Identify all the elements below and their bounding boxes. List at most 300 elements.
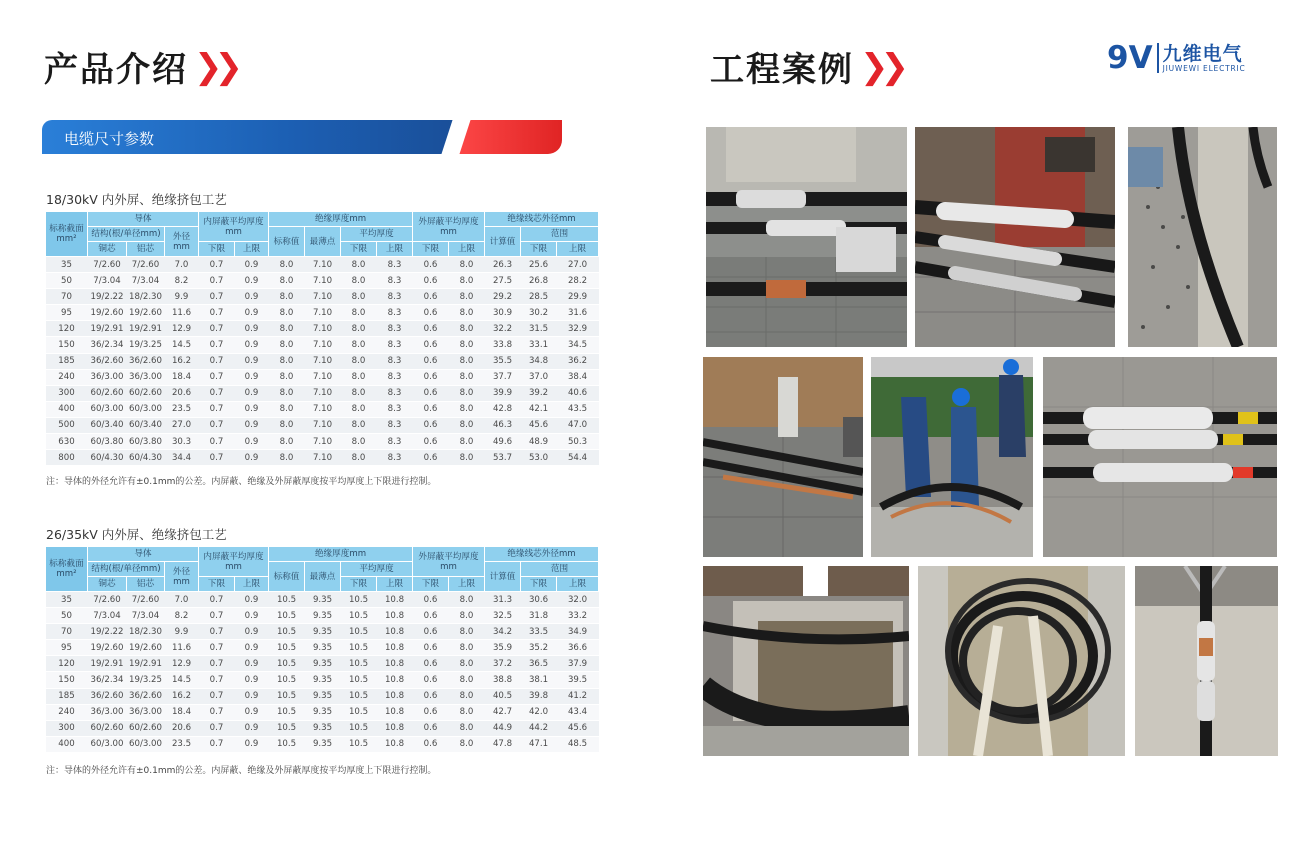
table-cell: 8.0 — [269, 289, 305, 305]
table-row — [46, 688, 599, 704]
table-cell: 0.7 — [199, 736, 235, 752]
table-cell: 8.3 — [377, 385, 413, 401]
table-cell: 8.0 — [341, 353, 377, 369]
logo-mark: 9V — [1107, 40, 1153, 76]
header-subcol: 下限 — [521, 577, 557, 592]
project-photo-1 — [706, 127, 907, 347]
table-cell: 12.9 — [165, 321, 199, 337]
table-cell: 185 — [46, 688, 88, 704]
table-cell: 8.0 — [449, 434, 485, 450]
table-cell: 37.7 — [485, 369, 521, 385]
table-cell: 37.2 — [485, 656, 521, 672]
table-cell: 0.6 — [413, 656, 449, 672]
table-cell: 7.10 — [305, 385, 341, 401]
table-cell: 25.6 — [521, 257, 557, 273]
table-row — [46, 273, 599, 289]
table-cell: 300 — [46, 385, 88, 401]
table-cell: 8.0 — [341, 305, 377, 321]
table-cell: 0.6 — [413, 353, 449, 369]
table-cell: 0.7 — [199, 401, 235, 417]
table-cell: 0.7 — [199, 273, 235, 289]
table-cell: 8.0 — [449, 624, 485, 640]
table-cell: 0.9 — [235, 450, 269, 466]
header-subcol: 上限 — [557, 242, 599, 257]
table-cell: 45.6 — [521, 417, 557, 433]
table-cell: 35.9 — [485, 640, 521, 656]
table-cell: 7/3.04 — [88, 273, 127, 289]
table-cell: 7.10 — [305, 369, 341, 385]
header-core-range: 范围 — [521, 562, 599, 577]
table-cell: 30.3 — [165, 434, 199, 450]
header-subcol: 铜芯 — [88, 577, 127, 592]
table-cell: 35 — [46, 257, 88, 273]
table-row — [46, 289, 599, 305]
table-cell: 800 — [46, 450, 88, 466]
header-outer-shield: 外屏蔽平均厚度mm — [413, 547, 485, 577]
table-cell: 10.8 — [377, 736, 413, 752]
table-row — [46, 337, 599, 353]
table-cell: 10.5 — [341, 624, 377, 640]
table-cell: 7/2.60 — [127, 592, 165, 608]
page-title-product-intro — [44, 42, 235, 91]
table-cell: 39.9 — [485, 385, 521, 401]
table-cell: 42.8 — [485, 401, 521, 417]
logo-text — [1163, 44, 1246, 73]
table-cell: 0.9 — [235, 353, 269, 369]
table-cell: 9.35 — [305, 624, 341, 640]
table-cell: 36/3.00 — [127, 704, 165, 720]
header-subcol: 下限 — [413, 577, 449, 592]
table-cell: 8.0 — [449, 353, 485, 369]
header-outer-shield: 外屏蔽平均厚度mm — [413, 212, 485, 242]
table-cell: 20.6 — [165, 720, 199, 736]
table-cell: 0.7 — [199, 385, 235, 401]
table-cell: 23.5 — [165, 401, 199, 417]
table-row — [46, 450, 599, 466]
table-cell: 8.3 — [377, 257, 413, 273]
table-row — [46, 704, 599, 720]
table-cell: 38.1 — [521, 672, 557, 688]
table-cell: 0.6 — [413, 704, 449, 720]
table-cell: 0.6 — [413, 720, 449, 736]
table-cell: 10.5 — [269, 640, 305, 656]
table-cell: 31.8 — [521, 608, 557, 624]
table-cell: 50 — [46, 273, 88, 289]
table-cell: 31.6 — [557, 305, 599, 321]
header-core-calculated: 计算值 — [485, 562, 521, 592]
table-cell: 0.6 — [413, 688, 449, 704]
table-cell: 18.4 — [165, 369, 199, 385]
header-subcol: 铝芯 — [127, 242, 165, 257]
table-cell: 0.6 — [413, 401, 449, 417]
table-cell: 36.5 — [521, 656, 557, 672]
table-cell: 150 — [46, 672, 88, 688]
header-subcol: 上限 — [557, 577, 599, 592]
table-cell: 0.9 — [235, 273, 269, 289]
table-cell: 10.8 — [377, 688, 413, 704]
spec-table-26-35kv — [45, 546, 599, 753]
table-row — [46, 720, 599, 736]
table-cell: 9.35 — [305, 704, 341, 720]
header-subcol: 上限 — [449, 577, 485, 592]
table-cell: 43.4 — [557, 704, 599, 720]
table-row — [46, 257, 599, 273]
table-cell: 10.5 — [341, 736, 377, 752]
table-cell: 19/2.91 — [88, 656, 127, 672]
table-cell: 8.3 — [377, 321, 413, 337]
table-cell: 0.7 — [199, 337, 235, 353]
table-cell: 8.3 — [377, 369, 413, 385]
table-cell: 8.0 — [341, 321, 377, 337]
table-row — [46, 369, 599, 385]
table-cell: 0.9 — [235, 624, 269, 640]
table-cell: 60/3.40 — [127, 417, 165, 433]
logo-separator — [1157, 43, 1159, 73]
table-cell: 32.0 — [557, 592, 599, 608]
header-subcol: 下限 — [199, 577, 235, 592]
table-cell: 7/2.60 — [88, 257, 127, 273]
table-cell: 8.0 — [269, 337, 305, 353]
table-cell: 48.9 — [521, 434, 557, 450]
table-cell: 18.4 — [165, 704, 199, 720]
table-cell: 0.7 — [199, 417, 235, 433]
table-cell: 10.5 — [341, 688, 377, 704]
table-cell: 0.9 — [235, 369, 269, 385]
table-cell: 0.7 — [199, 257, 235, 273]
table-cell: 32.2 — [485, 321, 521, 337]
table-cell: 36/3.00 — [88, 704, 127, 720]
table-cell: 9.9 — [165, 289, 199, 305]
table-cell: 0.6 — [413, 273, 449, 289]
table-cell: 300 — [46, 720, 88, 736]
table-cell: 10.8 — [377, 624, 413, 640]
table-cell: 7/3.04 — [127, 608, 165, 624]
table-cell: 8.0 — [341, 450, 377, 466]
table-cell: 0.9 — [235, 640, 269, 656]
table-cell: 31.3 — [485, 592, 521, 608]
table-cell: 48.5 — [557, 736, 599, 752]
table-cell: 19/2.91 — [127, 321, 165, 337]
banner-label: 电缆尺寸参数 — [64, 130, 155, 148]
table-cell: 54.4 — [557, 450, 599, 466]
table-cell: 28.2 — [557, 273, 599, 289]
table-cell: 150 — [46, 337, 88, 353]
table-cell: 9.35 — [305, 688, 341, 704]
header-insulation-thinnest: 最薄点 — [305, 227, 341, 257]
table-cell: 9.35 — [305, 608, 341, 624]
table-cell: 36/2.60 — [88, 688, 127, 704]
table-cell: 8.0 — [449, 672, 485, 688]
table-cell: 7.10 — [305, 321, 341, 337]
table-cell: 10.5 — [269, 592, 305, 608]
table-cell: 0.9 — [235, 321, 269, 337]
table-cell: 60/2.60 — [88, 720, 127, 736]
table-cell: 8.0 — [449, 289, 485, 305]
table-cell: 7/2.60 — [88, 592, 127, 608]
logo-english-name: JIUWEWI ELECTRIC — [1162, 63, 1246, 73]
header-inner-shield: 内屏蔽平均厚度mm — [199, 212, 269, 242]
table-cell: 8.0 — [341, 417, 377, 433]
header-insulation-thinnest: 最薄点 — [305, 562, 341, 592]
table-cell: 46.3 — [485, 417, 521, 433]
table-cell: 9.35 — [305, 592, 341, 608]
table-cell: 40.6 — [557, 385, 599, 401]
table-cell: 10.5 — [269, 624, 305, 640]
table-cell: 10.8 — [377, 672, 413, 688]
table-cell: 10.5 — [341, 672, 377, 688]
header-core-od: 绝缘线芯外径mm — [485, 212, 599, 227]
table-cell: 95 — [46, 305, 88, 321]
logo-chinese-name: 九维电气 — [1162, 42, 1243, 65]
table-cell: 8.0 — [341, 401, 377, 417]
table-cell: 41.2 — [557, 688, 599, 704]
table-cell: 8.0 — [449, 592, 485, 608]
table-cell: 8.0 — [341, 385, 377, 401]
table-cell: 7.10 — [305, 353, 341, 369]
table-cell: 7.10 — [305, 273, 341, 289]
table-cell: 10.5 — [269, 688, 305, 704]
table-cell: 60/2.60 — [127, 385, 165, 401]
table-cell: 0.7 — [199, 656, 235, 672]
table-cell: 0.6 — [413, 672, 449, 688]
table-cell: 8.0 — [449, 321, 485, 337]
table-cell: 8.0 — [341, 369, 377, 385]
header-subcol: 下限 — [413, 242, 449, 257]
table-cell: 0.6 — [413, 608, 449, 624]
table-cell: 9.9 — [165, 624, 199, 640]
table-cell: 42.0 — [521, 704, 557, 720]
header-subcol: 铜芯 — [88, 242, 127, 257]
table-cell: 26.3 — [485, 257, 521, 273]
table-cell: 8.0 — [269, 385, 305, 401]
table-cell: 8.0 — [449, 640, 485, 656]
table-cell: 60/3.80 — [127, 434, 165, 450]
header-inner-shield: 内屏蔽平均厚度mm — [199, 547, 269, 577]
table-cell: 8.2 — [165, 608, 199, 624]
table-cell: 8.2 — [165, 273, 199, 289]
table-cell: 8.0 — [269, 273, 305, 289]
table-cell: 18/2.30 — [127, 624, 165, 640]
table-cell: 8.3 — [377, 305, 413, 321]
table-cell: 32.5 — [485, 608, 521, 624]
table-cell: 44.2 — [521, 720, 557, 736]
table-cell: 11.6 — [165, 640, 199, 656]
table-cell: 8.0 — [449, 273, 485, 289]
table-cell: 0.7 — [199, 608, 235, 624]
table-cell: 42.7 — [485, 704, 521, 720]
table-cell: 10.5 — [269, 720, 305, 736]
table-cell: 34.8 — [521, 353, 557, 369]
project-photo-6 — [1043, 357, 1277, 557]
table-cell: 8.0 — [341, 434, 377, 450]
table-cell: 40.5 — [485, 688, 521, 704]
table-row — [46, 353, 599, 369]
table-cell: 7.0 — [165, 257, 199, 273]
header-nominal-section: 标称截面mm² — [46, 212, 88, 257]
table-cell: 14.5 — [165, 337, 199, 353]
table-cell: 10.8 — [377, 592, 413, 608]
project-photo-2 — [915, 127, 1115, 347]
table-cell: 10.8 — [377, 608, 413, 624]
table-row — [46, 305, 599, 321]
header-subcol: 上限 — [377, 577, 413, 592]
table-cell: 0.7 — [199, 369, 235, 385]
header-insulation-avg: 平均厚度 — [341, 562, 413, 577]
table-cell: 53.7 — [485, 450, 521, 466]
table-cell: 47.1 — [521, 736, 557, 752]
section1-note: 注：导体的外径允许有±0.1mm的公差。内屏蔽、绝缘及外屏蔽厚度按平均厚度上下限进行控制。 — [46, 477, 437, 487]
table-cell: 8.0 — [449, 337, 485, 353]
table-row — [46, 592, 599, 608]
project-photo-5 — [871, 357, 1033, 557]
table-cell: 7.10 — [305, 450, 341, 466]
table-cell: 47.8 — [485, 736, 521, 752]
header-subcol: 上限 — [449, 242, 485, 257]
table-cell: 42.1 — [521, 401, 557, 417]
table-cell: 0.9 — [235, 417, 269, 433]
header-subcol: 上限 — [377, 242, 413, 257]
table-cell: 0.7 — [199, 592, 235, 608]
table-cell: 0.7 — [199, 450, 235, 466]
table-row — [46, 385, 599, 401]
table-cell: 36/2.60 — [88, 353, 127, 369]
header-subcol: 下限 — [199, 242, 235, 257]
table-cell: 95 — [46, 640, 88, 656]
table-cell: 50.3 — [557, 434, 599, 450]
table-cell: 53.0 — [521, 450, 557, 466]
table-cell: 60/3.40 — [88, 417, 127, 433]
table-cell: 0.7 — [199, 321, 235, 337]
table-cell: 7.10 — [305, 305, 341, 321]
table-cell: 0.6 — [413, 736, 449, 752]
table-cell: 39.8 — [521, 688, 557, 704]
table-cell: 9.35 — [305, 720, 341, 736]
table-cell: 0.9 — [235, 720, 269, 736]
table-cell: 8.0 — [341, 273, 377, 289]
table-cell: 19/2.60 — [127, 305, 165, 321]
table-cell: 0.6 — [413, 337, 449, 353]
table-cell: 8.0 — [449, 385, 485, 401]
project-photo-3 — [1128, 127, 1277, 347]
table-cell: 7.10 — [305, 289, 341, 305]
table-cell: 8.0 — [449, 450, 485, 466]
table-cell: 32.9 — [557, 321, 599, 337]
table-cell: 0.9 — [235, 434, 269, 450]
table-cell: 0.7 — [199, 688, 235, 704]
table-cell: 630 — [46, 434, 88, 450]
table-cell: 8.3 — [377, 434, 413, 450]
table-cell: 0.9 — [235, 305, 269, 321]
page-title-engineering-cases — [710, 42, 901, 91]
table-cell: 10.8 — [377, 720, 413, 736]
table-cell: 10.5 — [341, 592, 377, 608]
table-cell: 240 — [46, 704, 88, 720]
table-cell: 0.7 — [199, 305, 235, 321]
table-cell: 9.35 — [305, 672, 341, 688]
table-cell: 8.0 — [449, 369, 485, 385]
header-insulation-nominal: 标称值 — [269, 227, 305, 257]
table-cell: 10.5 — [269, 736, 305, 752]
header-subcol: 上限 — [235, 577, 269, 592]
table-cell: 39.2 — [521, 385, 557, 401]
table-cell: 14.5 — [165, 672, 199, 688]
table-cell: 39.5 — [557, 672, 599, 688]
table-cell: 60/3.00 — [127, 736, 165, 752]
table-cell: 8.0 — [269, 305, 305, 321]
table-cell: 29.2 — [485, 289, 521, 305]
header-conductor-structure: 结构(根/单径mm) — [88, 227, 165, 242]
table-cell: 33.5 — [521, 624, 557, 640]
table-cell: 10.5 — [341, 608, 377, 624]
table-cell: 8.0 — [449, 704, 485, 720]
table-cell: 0.6 — [413, 450, 449, 466]
table-cell: 37.0 — [521, 369, 557, 385]
table-cell: 8.0 — [449, 720, 485, 736]
table-cell: 36/2.60 — [127, 353, 165, 369]
header-conductor-od: 外径mm — [165, 227, 199, 257]
table-cell: 28.5 — [521, 289, 557, 305]
table-cell: 10.5 — [341, 640, 377, 656]
table-cell: 0.7 — [199, 672, 235, 688]
table-row — [46, 401, 599, 417]
table-cell: 19/2.60 — [127, 640, 165, 656]
table-cell: 0.6 — [413, 592, 449, 608]
table-cell: 0.6 — [413, 385, 449, 401]
table-row — [46, 736, 599, 752]
table-cell: 500 — [46, 417, 88, 433]
table-cell: 0.9 — [235, 736, 269, 752]
section2-title: 26/35kV 内外屏、绝缘挤包工艺 — [46, 527, 227, 542]
table-cell: 10.5 — [341, 704, 377, 720]
table-cell: 12.9 — [165, 656, 199, 672]
table-cell: 240 — [46, 369, 88, 385]
table-cell: 30.9 — [485, 305, 521, 321]
table-cell: 0.9 — [235, 337, 269, 353]
table-cell: 30.2 — [521, 305, 557, 321]
table-cell: 120 — [46, 321, 88, 337]
table-cell: 0.7 — [199, 704, 235, 720]
table-cell: 0.7 — [199, 289, 235, 305]
table-cell: 60/2.60 — [127, 720, 165, 736]
project-photo-9 — [1135, 566, 1278, 756]
double-chevron-icon: ❯❯ — [860, 46, 901, 87]
table-cell: 35 — [46, 592, 88, 608]
table-cell: 35.2 — [521, 640, 557, 656]
table-cell: 8.0 — [341, 289, 377, 305]
table-cell: 8.3 — [377, 337, 413, 353]
table-cell: 36.2 — [557, 353, 599, 369]
table-cell: 23.5 — [165, 736, 199, 752]
table-cell: 8.3 — [377, 273, 413, 289]
table-cell: 8.0 — [449, 305, 485, 321]
table-row — [46, 672, 599, 688]
table-cell: 10.5 — [269, 672, 305, 688]
table-cell: 33.1 — [521, 337, 557, 353]
table-cell: 9.35 — [305, 640, 341, 656]
table-cell: 0.6 — [413, 289, 449, 305]
table-cell: 34.5 — [557, 337, 599, 353]
table-cell: 0.9 — [235, 257, 269, 273]
table-cell: 45.6 — [557, 720, 599, 736]
table-cell: 0.9 — [235, 592, 269, 608]
table-cell: 36/3.00 — [88, 369, 127, 385]
table-cell: 0.7 — [199, 640, 235, 656]
table-row — [46, 624, 599, 640]
section-banner — [42, 120, 562, 154]
header-subcol: 下限 — [341, 577, 377, 592]
table-cell: 18/2.30 — [127, 289, 165, 305]
table-cell: 60/3.00 — [88, 401, 127, 417]
